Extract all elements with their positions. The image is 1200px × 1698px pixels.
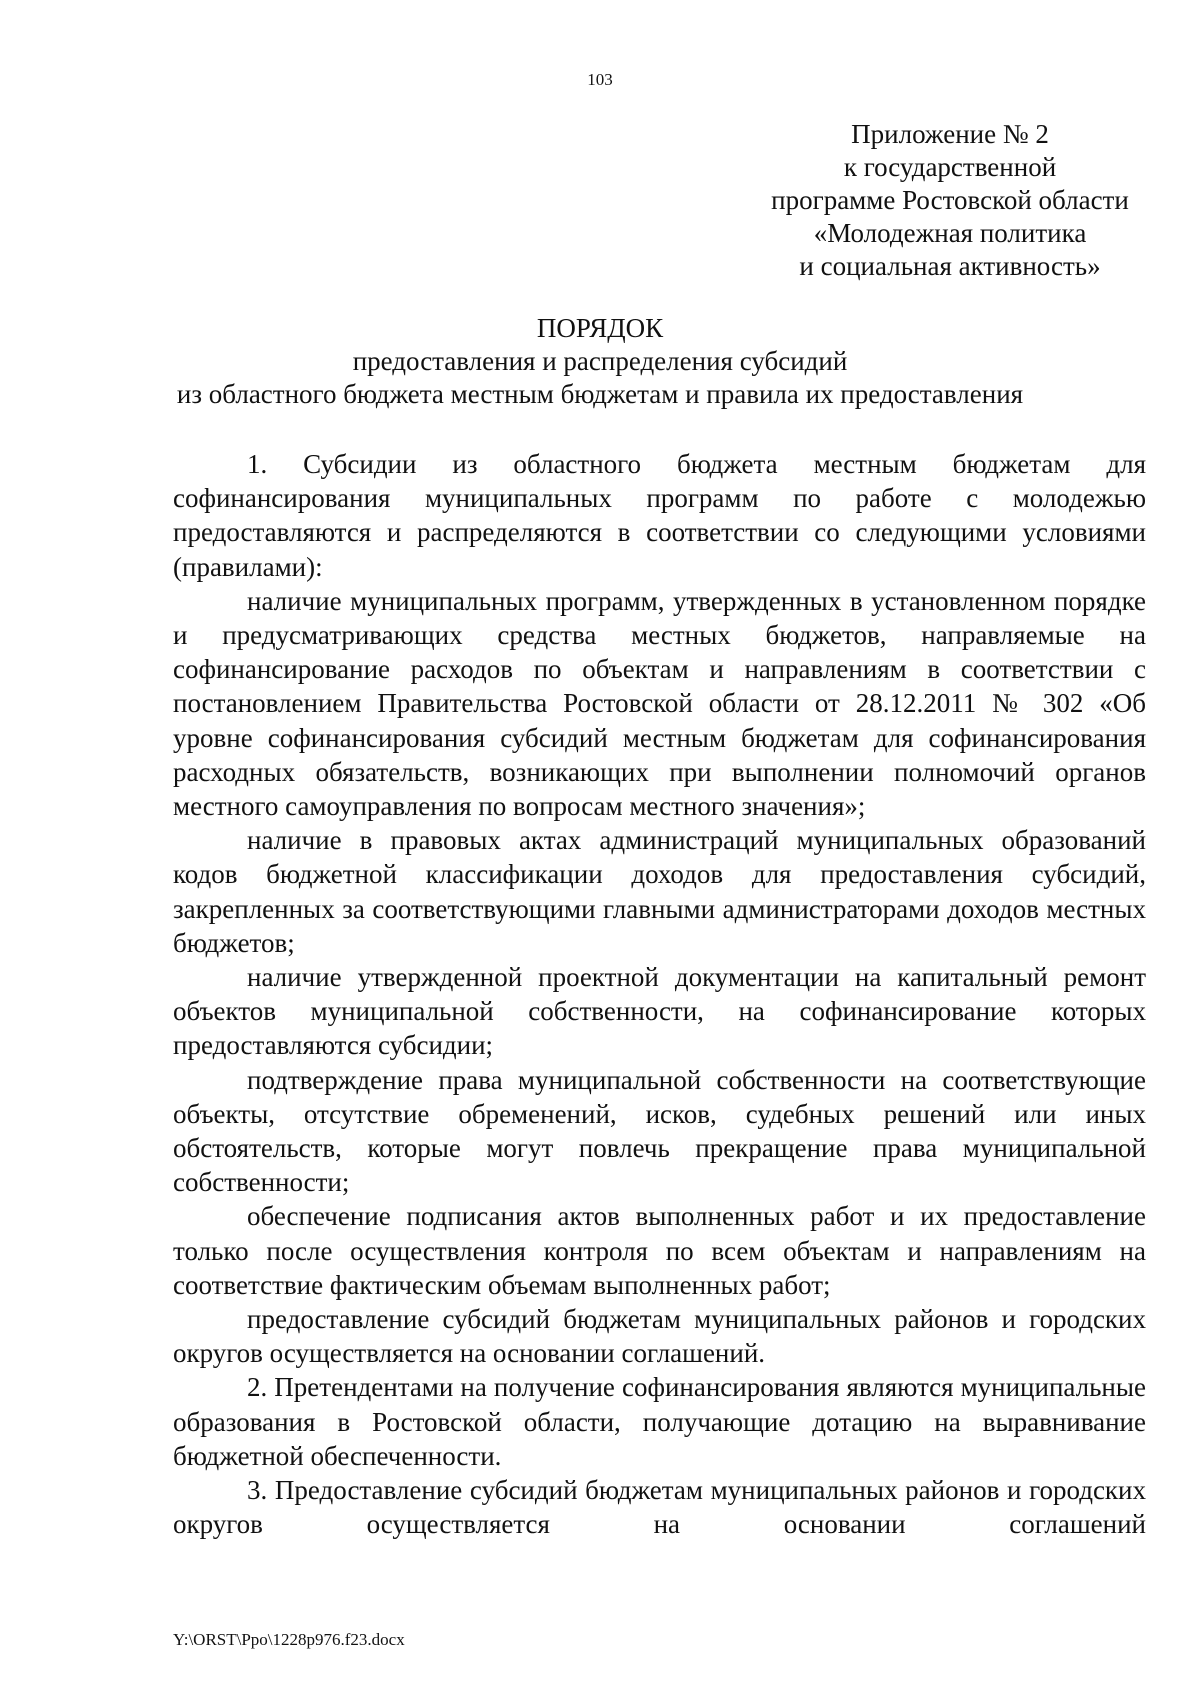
appendix-line: к государственной	[843, 152, 1057, 182]
appendix-line: программе Ростовской области	[771, 185, 1129, 215]
document-heading	[150, 312, 1050, 411]
document-subtitle-line: предоставления и распределения субсидий	[352, 346, 848, 376]
footer-file-path: Y:\ORST\Ppo\1228p976.f23.docx	[173, 1630, 405, 1649]
paragraph: предоставление субсидий бюджетам муниципальных районов и городских округов осуществляется на основании соглашений.	[173, 1304, 1146, 1369]
paragraph: 3. Предоставление субсидий бюджетам муниципальных районов и городских округов осуществляется на основании соглашений	[173, 1475, 1146, 1540]
page-number: 103	[587, 70, 613, 89]
paragraph: наличие утвержденной проектной документации на капитальный ремонт объектов муниципальной собственности, на софинансирование которых предоставляются субсидии;	[173, 962, 1146, 1061]
appendix-line: Приложение № 2	[851, 119, 1049, 149]
document-subtitle-line: из областного бюджета местным бюджетам и правила их предоставления	[176, 379, 1024, 409]
appendix-block	[740, 118, 1160, 283]
document-body	[173, 447, 1146, 1542]
paragraph: обеспечение подписания актов выполненных работ и их предоставление только после осуществления контроля по всем объектам и направлениям на соответствие фактическим объемам выполненных работ;	[173, 1201, 1146, 1300]
paragraph: наличие в правовых актах администраций муниципальных образований кодов бюджетной классификации доходов для предоставления субсидий, закрепленных за соответствующими главными администраторами доходов местных бюджетов;	[173, 825, 1146, 958]
paragraph: подтверждение права муниципальной собственности на соответствующие объекты, отсутствие обременений, исков, судебных решений или иных обстоятельств, которые могут повлечь прекращение права муниципальной собственности;	[173, 1064, 1146, 1198]
paragraph: 1. Субсидии из областного бюджета местным бюджетам для софинансирования муниципальных программ по работе с молодежью предоставляются и распределяются в соответствии со следующими условиями (правилами):	[173, 449, 1146, 582]
appendix-line: «Молодежная политика	[813, 218, 1087, 248]
document-title: ПОРЯДОК	[536, 313, 664, 343]
appendix-line: и социальная активность»	[799, 251, 1101, 281]
paragraph: 2. Претендентами на получение софинансирования являются муниципальные образования в Ростовской области, получающие дотацию на выравнивание бюджетной обеспеченности.	[173, 1372, 1146, 1471]
paragraph: наличие муниципальных программ, утвержденных в установленном порядке и предусматривающих средства местных бюджетов, направляемые на софинансирование расходов по объектам и направлениям в соответствии с постановлением Правительства Ростовской области от 28.12.2011 № 302 «Об уровне софинансирования субсидий местным бюджетам для софинансирования расходных обязательств, возникающих при выполнении полномочий органов местного самоуправления по вопросам местного значения»;	[173, 585, 1146, 822]
